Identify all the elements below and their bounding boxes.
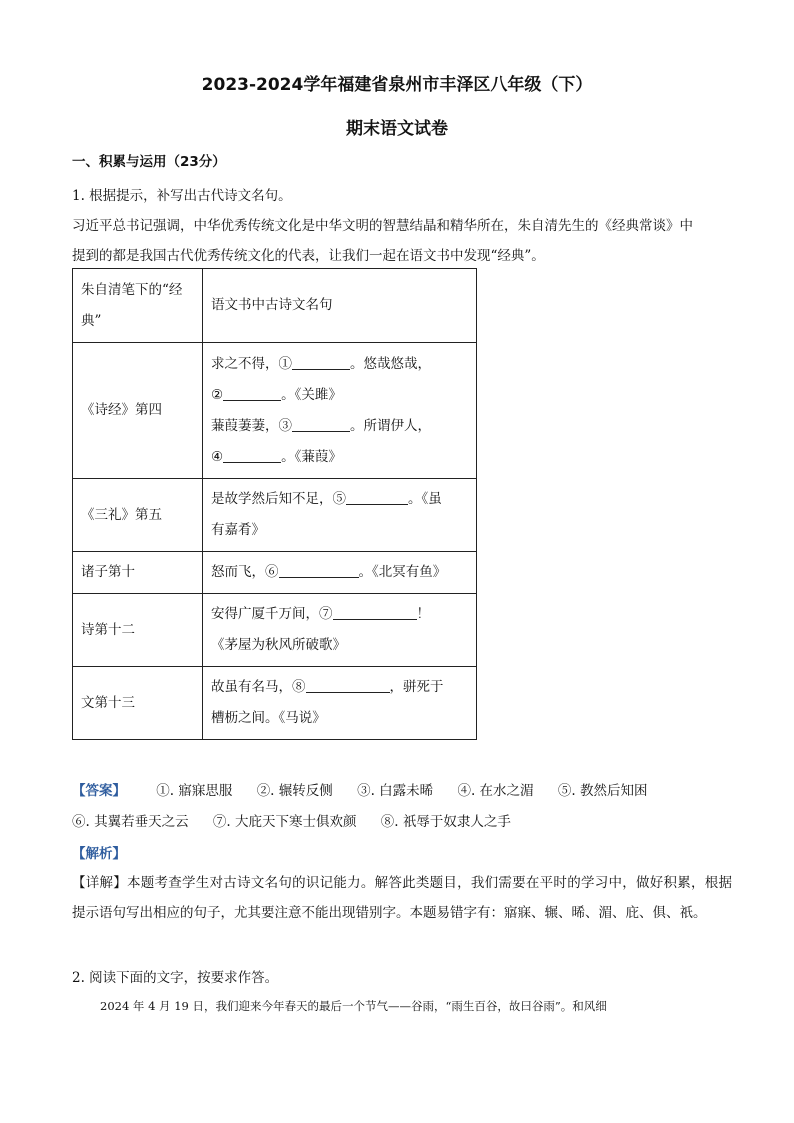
answer-blank-7[interactable] (333, 604, 417, 620)
answer-tag: 【答案】 (72, 783, 126, 799)
question-2-passage: 2024 年 4 月 19 日，我们迎来今年春天的最后一个节气——谷雨，“雨生百谷，故曰谷雨”。和风细 (100, 999, 607, 1013)
answer-blank-4[interactable] (223, 447, 281, 463)
answer-item: ①. 寤寐思服 (156, 783, 233, 799)
table-header-quotes: 语文书中古诗文名句 (203, 269, 477, 343)
question-1-intro-line1: 习近平总书记强调，中华优秀传统文化是中华文明的智慧结晶和精华所在，朱自清先生的《经典常谈》中 (72, 218, 693, 234)
answer-item: ③. 白露未晞 (357, 783, 434, 799)
question-2-stem: 2. 阅读下面的文字，按要求作答。 (72, 970, 279, 986)
answer-item: ⑤. 教然后知困 (557, 783, 648, 799)
answer-row-1 (72, 779, 647, 799)
answer-blank-2[interactable] (223, 385, 281, 401)
answer-row-2 (72, 810, 511, 830)
row-quotes: 怒而飞，⑥ 。《北冥有鱼》 (203, 552, 477, 594)
answer-item: ⑧. 祇辱于奴隶人之手 (380, 814, 511, 830)
row-quotes: 故虽有名马，⑧ ，骈死于 槽枥之间。《马说》 (203, 667, 477, 740)
question-1-intro-line2: 提到的都是我国古代优秀传统文化的代表，让我们一起在语文书中发现“经典”。 (72, 248, 545, 264)
answer-item: ⑦. 大庇天下寒士俱欢颜 (212, 814, 357, 830)
detail-paragraph: 【详解】本题考查学生对古诗文名句的识记能力。解答此类题目，我们需要在平时的学习中，做好积累，根据提示语句写出相应的句子，尤其要注意不能出现错别字。本题易错字有：寤寐、辗、晞、湄、庇、俱、祇。 (72, 875, 732, 921)
answer-blank-8[interactable] (306, 677, 390, 693)
question-1-stem: 1. 根据提示，补写出古代诗文名句。 (72, 188, 292, 204)
table-row (73, 343, 477, 479)
table-row (73, 479, 477, 552)
answer-blank-6[interactable] (279, 562, 359, 578)
answer-item: ⑥. 其翼若垂天之云 (72, 814, 189, 830)
answer-blank-1[interactable] (292, 354, 350, 370)
answer-item: ②. 辗转反侧 (256, 783, 333, 799)
table-row (73, 552, 477, 594)
exam-title-line1: 2023-2024学年福建省泉州市丰泽区八年级（下） (201, 75, 593, 95)
table-row (73, 269, 477, 343)
row-quotes: 求之不得，① 。悠哉悠哉， ② 。《关雎》 蒹葭萋萋，③ 。所谓伊人， ④ 。《蒹葭》 (203, 343, 477, 479)
section-heading: 一、积累与运用（23分） (72, 154, 226, 170)
answer-blank-5[interactable] (346, 489, 408, 505)
row-label: 《诗经》第四 (73, 343, 203, 479)
row-label: 《三礼》第五 (73, 479, 203, 552)
row-label: 文第十三 (73, 667, 203, 740)
analysis-tag: 【解析】 (72, 846, 126, 862)
row-label: 诸子第十 (73, 552, 203, 594)
row-label: 诗第十二 (73, 594, 203, 667)
exam-title-line2: 期末语文试卷 (346, 119, 448, 139)
row-quotes: 安得广厦千万间，⑦ ！ 《茅屋为秋风所破歌》 (203, 594, 477, 667)
table-header-category: 朱自清笔下的“经 典” (73, 269, 203, 343)
table-row (73, 594, 477, 667)
answer-item: ④. 在水之湄 (457, 783, 534, 799)
table-row (73, 667, 477, 740)
row-quotes: 是故学然后知不足，⑤ 。《虽 有嘉肴》 (203, 479, 477, 552)
poem-table (72, 268, 477, 740)
answer-blank-3[interactable] (292, 416, 350, 432)
